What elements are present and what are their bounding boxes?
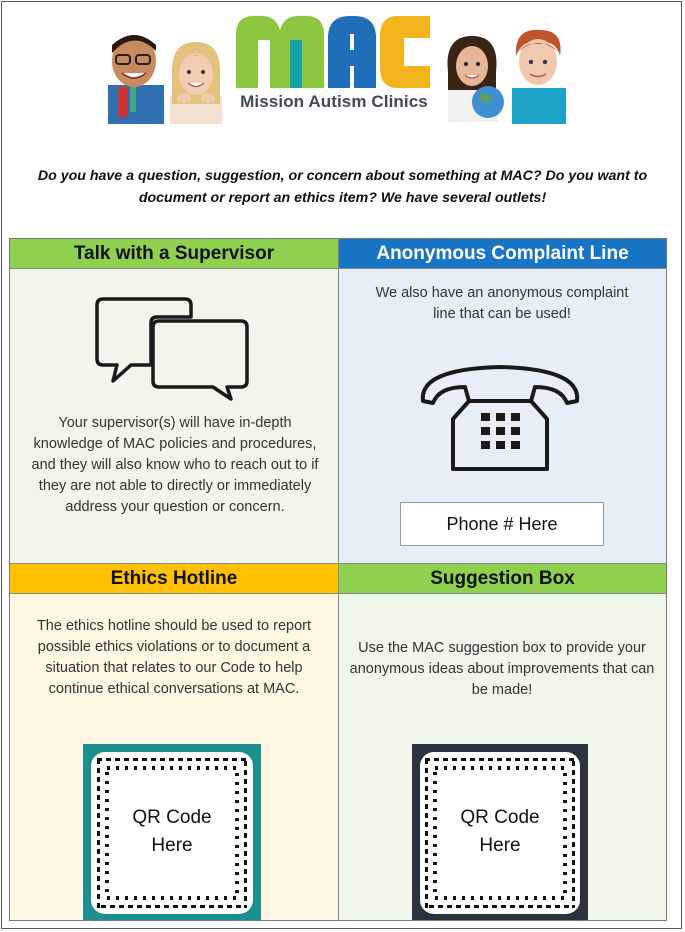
outlets-grid xyxy=(9,238,667,921)
supervisor-description: Your supervisor(s) will have in-depth knowledge of MAC policies and procedures, and they will also know who to reach out to if they are not able to directly or immediately address your question or concern. xyxy=(31,415,319,515)
panel-ethics-hotline xyxy=(10,563,339,920)
panel-title-suggestion-box: Suggestion Box xyxy=(339,564,666,594)
suggestion-qr-code[interactable] xyxy=(412,744,588,920)
ethics-qr-code[interactable] xyxy=(83,744,261,920)
panel-talk-with-supervisor xyxy=(10,239,339,563)
qr-label-line1: QR Code xyxy=(460,807,540,828)
ethics-hotline-description: The ethics hotline should be used to report possible ethics violations or to document a situation that relates to our Code to help continue ethical conversations at MAC. xyxy=(36,618,312,697)
panel-anonymous-complaint-line xyxy=(339,239,666,563)
header xyxy=(0,0,685,206)
panel-title-ethics-hotline: Ethics Hotline xyxy=(10,564,338,594)
suggestion-box-description: Use the MAC suggestion box to provide your anonymous ideas about improvements that can be made! xyxy=(349,640,655,698)
kid-photo-boy-redhair xyxy=(506,26,570,124)
telephone-icon xyxy=(417,357,583,475)
kid-photo-girl-globe xyxy=(442,32,504,122)
mac-logo-mark xyxy=(236,16,430,88)
chat-bubbles-icon xyxy=(95,295,249,401)
phone-number-box: Phone # Here xyxy=(400,502,604,546)
kid-photo-boy-glasses xyxy=(100,27,168,124)
qr-label-line1: QR Code xyxy=(132,807,212,828)
panel-title-supervisor: Talk with a Supervisor xyxy=(10,239,338,269)
panel-suggestion-box xyxy=(339,563,666,920)
panel-title-complaint-line: Anonymous Complaint Line xyxy=(339,239,666,269)
intro-text: Do you have a question, suggestion, or concern about something at MAC? Do you want to document or report an ethics item? We have several outlets! xyxy=(37,168,648,206)
qr-label-line2: Here xyxy=(151,835,193,856)
qr-frame xyxy=(420,752,580,914)
qr-label-line2: Here xyxy=(479,835,521,856)
complaint-line-description: We also have an anonymous complaint line that can be used! xyxy=(375,285,629,322)
kid-photo-girl-blonde xyxy=(170,38,222,124)
logo-text: Mission Autism Clinics xyxy=(240,92,428,111)
qr-frame xyxy=(91,752,253,914)
